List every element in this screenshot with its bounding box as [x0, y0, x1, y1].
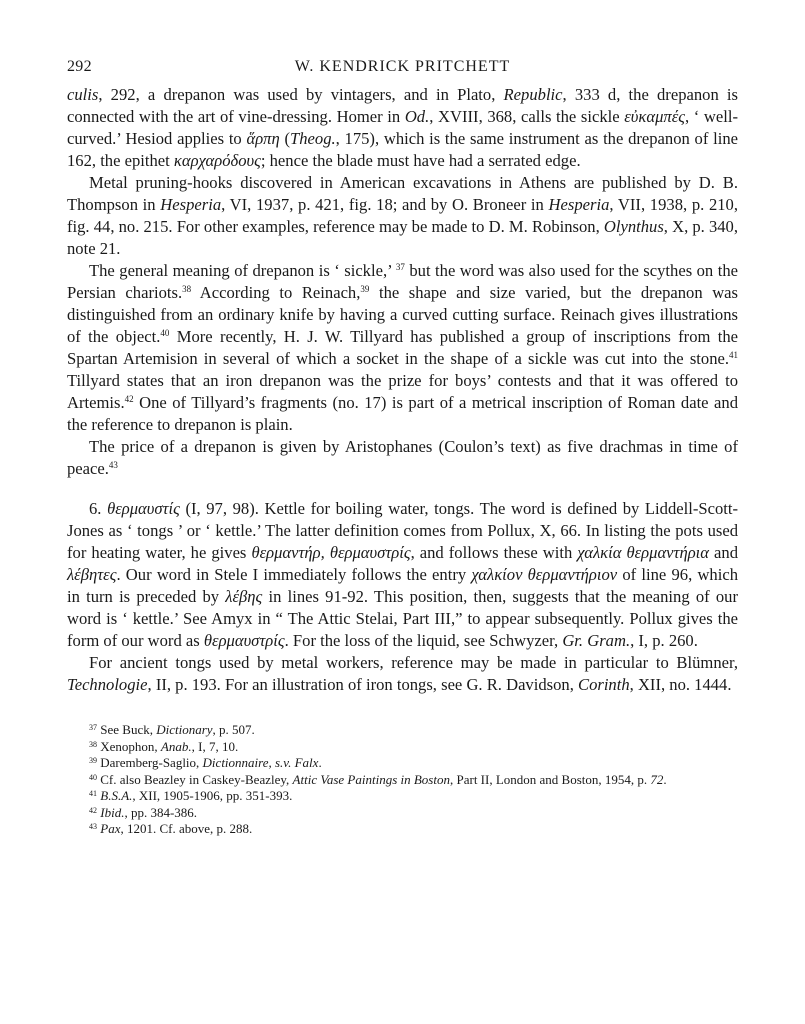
footnote-number: 41	[89, 789, 97, 798]
text-run: of line 96, which in turn is preceded by	[67, 565, 739, 606]
footnote-ref[interactable]: 39	[360, 284, 370, 294]
citation-italic: Anab.	[160, 738, 192, 754]
citation-italic: Hesperia	[548, 195, 610, 214]
citation-italic: Gr. Gram.	[562, 631, 631, 650]
paragraph-pruning-hooks	[67, 172, 738, 260]
footnote-ref[interactable]: 42	[124, 394, 134, 404]
text-run: (	[279, 129, 290, 148]
text-run: . Our word in Stele I immediately follows the entry	[116, 565, 472, 584]
text-run: See Buck,	[97, 722, 157, 737]
greek-term: θερμαντήρ, θερμαυστρίς	[251, 543, 411, 562]
footnote-number: 40	[89, 772, 97, 782]
text-run: . For the loss of the liquid, see Schwyzer,	[284, 631, 563, 650]
text-run: , and follows these with	[410, 543, 578, 562]
text-run: Xenophon,	[97, 738, 161, 754]
footnote-ref[interactable]: 37	[395, 262, 405, 272]
citation-italic: Technologie	[67, 675, 148, 694]
greek-term: εὐκαμπές	[624, 107, 685, 126]
greek-term: καρχαρόδους	[173, 151, 261, 170]
text-run: More recently, H. J. W. Tillyard has published a group of inscriptions from the Spartan Artemision in several of which a socket in the shape of a sickle was cut into the stone.	[67, 327, 738, 368]
footnote-43	[67, 821, 738, 838]
greek-term: θερμαυστρίς	[203, 631, 285, 650]
text-run: Tillyard states that an iron drepanon was the prize for boys’ contests and that it was offered to Artemis.	[67, 371, 738, 412]
footnote-number: 43	[89, 822, 97, 831]
text-run: , VI, 1937, p. 421, fig. 18; and by O. Broneer in	[221, 195, 549, 214]
footnote-40	[67, 772, 738, 789]
page-number: 292	[67, 58, 92, 75]
citation-italic: Olynthus	[603, 217, 664, 236]
page	[67, 58, 738, 838]
paragraph-price	[67, 436, 738, 480]
citation-italic: Corinth	[578, 675, 630, 694]
text-run: Cf. also Beazley in Caskey-Beazley,	[97, 771, 293, 787]
text-run: , 333 d, the drepanon is connected with the art of vine-dressing. Homer in	[67, 85, 738, 126]
text-run: ; hence the blade must have had a serrated edge.	[260, 151, 581, 170]
citation-italic: Dictionnaire, s.v. Falx	[202, 755, 319, 770]
text-run: , 292, a drepanon was used by vintagers, and in Plato,	[98, 85, 504, 104]
body-text	[67, 84, 738, 696]
text-run: .	[318, 755, 322, 770]
citation-italic: Pax	[100, 821, 121, 836]
greek-term: λέβητες	[67, 565, 117, 584]
footnote-number: 42	[89, 805, 97, 815]
page-header	[67, 58, 738, 84]
footnote-42	[67, 805, 738, 822]
citation-italic: 72	[650, 771, 664, 787]
text-run: , p. 507.	[212, 722, 255, 737]
text-run: , I, 7, 10.	[191, 738, 239, 754]
footnote-ref[interactable]: 41	[729, 350, 738, 360]
citation-italic: culis	[67, 85, 99, 104]
text-run: the shape and size varied, but the drepanon was distinguished from an ordinary knife by having a curved cutting surface. Reinach gives illustrations of the object.	[67, 283, 738, 346]
footnote-number: 38	[89, 739, 97, 749]
citation-italic: Ibid.	[100, 804, 125, 820]
entry-number: 6.	[89, 499, 108, 518]
greek-term: λέβης	[225, 587, 263, 606]
footnotes	[67, 722, 738, 838]
citation-italic: Dictionary	[156, 722, 213, 737]
text-run: , II, p. 193. For an illustration of iron tongs, see G. R. Davidson,	[147, 675, 578, 694]
footnote-ref[interactable]: 38	[182, 284, 192, 294]
text-run: in lines 91-92. This position, then, suggests that the meaning of our word is ‘ kettle.’ See Amyx in “ The Attic Stelai, Part III,” to appear subsequently. Pollux gives the form of our word as	[67, 587, 738, 650]
citation-italic: B.S.A.	[100, 788, 133, 803]
text-run: , Part II, London and Boston, 1954, p.	[449, 771, 651, 787]
citation-italic: Hesperia	[160, 195, 222, 214]
text-run: The price of a drepanon is given by Aristophanes (Coulon’s text) as five drachmas in time of peace.	[67, 437, 738, 478]
text-run: , VII, 1938, p. 210, fig. 44, no. 215. For other examples, reference may be made to D. M. Robinson,	[67, 195, 738, 236]
text-run: but the word was also used for the scythes on the Persian chariots.	[67, 261, 738, 302]
text-run: One of Tillyard’s fragments (no. 17) is part of a metrical inscription of Roman date and the reference to drepanon is plain.	[67, 393, 738, 434]
text-run: , X, p. 340, note 21.	[67, 217, 739, 258]
footnote-38	[67, 739, 738, 756]
citation-italic: Od.	[404, 107, 430, 126]
paragraph-general-meaning	[67, 260, 738, 436]
footnote-number: 37	[89, 723, 97, 732]
text-run: , 175), which is the same instrument as the drepanon of line 162, the epithet	[67, 129, 739, 170]
text-run: , XII, 1905-1906, pp. 351-393.	[132, 788, 293, 803]
text-run: (I, 97, 98). Kettle for boiling water, tongs. The word is defined by Liddell-Scott-Jones as ‘ tongs ’ or ‘ kettle.’ The latter definition comes from Pollux, X, 66. In listing the pots used for heating water, he gives	[67, 499, 739, 562]
text-run: and	[709, 543, 739, 562]
footnote-number: 39	[89, 756, 97, 765]
citation-italic: Theog.	[290, 129, 336, 148]
text-run: The general meaning of drepanon is ‘ sickle,’	[89, 261, 396, 280]
text-run: , XII, no. 1444.	[629, 675, 732, 694]
footnote-39	[67, 755, 738, 772]
footnote-ref[interactable]: 43	[108, 460, 118, 470]
text-run: , pp. 384-386.	[124, 804, 198, 820]
text-run: Metal pruning-hooks discovered in American excavations in Athens are published by D. B. Thompson in	[67, 173, 738, 214]
citation-italic: Attic Vase Paintings in Boston	[292, 771, 450, 787]
greek-term: ἅρπη	[246, 129, 280, 148]
text-run: .	[663, 771, 667, 787]
text-run: , 1201. Cf. above, p. 288.	[120, 821, 253, 836]
paragraph-drepanon-vintagers	[67, 84, 738, 172]
text-run: , XVIII, 368, calls the sickle	[429, 107, 625, 126]
footnote-41	[67, 788, 738, 805]
greek-term: χαλκία θερμαντήρια	[577, 543, 709, 562]
running-title: W. KENDRICK PRITCHETT	[294, 58, 511, 75]
paragraph-tongs	[67, 652, 738, 696]
greek-term: χαλκίον θερμαντήριον	[471, 565, 618, 584]
paragraph-entry-6	[67, 498, 738, 652]
text-run: For ancient tongs used by metal workers, reference may be made in particular to Blümner,	[89, 653, 738, 672]
footnote-37	[67, 722, 738, 739]
citation-italic: Republic	[503, 85, 563, 104]
text-run: Daremberg-Saglio,	[97, 755, 203, 770]
text-run: According to Reinach,	[191, 283, 361, 302]
footnote-ref[interactable]: 40	[160, 328, 170, 338]
text-run: , I, p. 260.	[630, 631, 698, 650]
greek-term: θερμαυστίς	[107, 499, 180, 518]
text-run: , ‘ well-curved.’ Hesiod applies to	[67, 107, 738, 148]
